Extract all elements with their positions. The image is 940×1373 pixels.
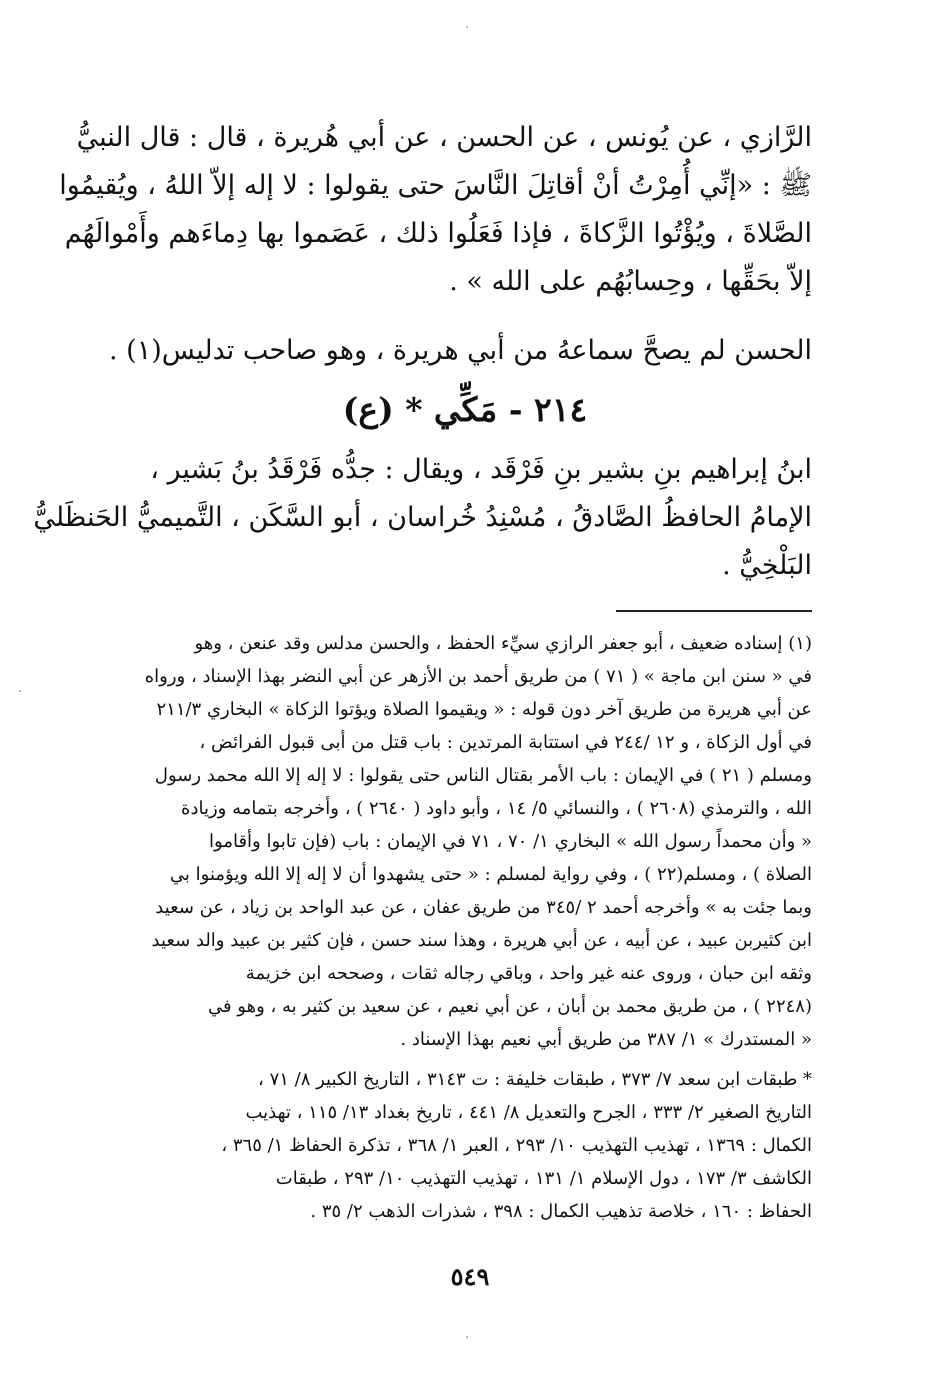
footnote-line: الله ، والترمذي (٢٦٠٨ ) ، والنسائي ٥/ ١٤ ، وأبو داود ( ٢٦٤٠ ) ، وأخرجه بتمامه وزيادة	[181, 798, 812, 819]
footnote-line: عن أبي هريرة من طريق آخر دون قوله : « ويقيموا الصلاة ويؤتوا الزكاة » البخاري ٢١١/٣	[156, 699, 812, 720]
source-line: الكاشف ٣/ ١٧٣ ، دول الإسلام ١/ ١٣١ ، تهذيب التهذيب ١٠/ ٢٩٣ ، طبقات	[275, 1168, 812, 1189]
footnote-line: في « سنن ابن ماجة » ( ٧١ ) من طريق أحمد بن الأزهر عن أبي النضر بهذا الإسناد ، ورواه	[144, 666, 812, 687]
sources-block	[118, 1068, 812, 1233]
paragraph-line: إلاّ بحَقِّها ، وحِسابُهُم على الله » .	[449, 266, 812, 297]
footnote-line: في أول الزكاة ، و ١٢ /٢٤٤ في استتابة المرتدين : باب قتل من أبى قبول الفرائض ،	[199, 732, 812, 753]
footnote-line: ابن كثيربن عبيد ، عن أبيه ، عن أبي هريرة ، وهذا سند حسن ، فإن كثير بن عبيد والد سعيد	[151, 930, 812, 951]
paragraph-line: ﷺ : «إنِّي أُمِرْتُ أنْ أقاتِلَ النَّاسَ حتى يقولوا : لا إله إلاّ اللهُ ، ويُقيمُوا	[59, 170, 812, 201]
footnote-line: ومسلم ( ٢١ ) في الإيمان : باب الأمر بقتال الناس حتى يقولوا : لا إله إلا الله محمد رسول	[154, 765, 812, 786]
source-line: الكمال : ١٣٦٩ ، تهذيب التهذيب ١٠/ ٢٩٣ ، العبر ١/ ٣٦٨ ، تذكرة الحفاظ ١/ ٣٦٥ ،	[221, 1135, 812, 1156]
scan-mark-left: ·	[18, 684, 23, 700]
paragraph-line: ابنُ إبراهيم بنِ بشير بنِ فَرْقَد ، ويقال : جدُّه فَرْقَدُ بنُ بَشير ،	[150, 454, 812, 485]
footnote-block	[118, 632, 812, 1061]
footnote-line: (٢٢٤٨ ) ، من طريق محمد بن أبان ، عن أبي نعيم ، عن سعيد بن كثير به ، وهو في	[207, 996, 812, 1017]
entry-paragraph	[33, 452, 812, 596]
paragraph-line: الرَّازي ، عن يُونس ، عن الحسن ، عن أبي هُريرة ، قال : قال النبيُّ	[76, 122, 812, 153]
footnote-line: (١) إسناده ضعيف ، أبو جعفر الرازي سيِّء الحفظ ، والحسن مدلس وقد عنعن ، وهو	[194, 633, 812, 654]
scan-mark-top: ·	[465, 20, 470, 36]
footnote-line: « وأن محمداً رسول الله » البخاري ١/ ٧٠ ، ٧١ في الإيمان : باب (فإن تابوا وأقاموا	[209, 831, 812, 852]
page-number: ٥٤٩	[450, 1262, 490, 1291]
footnote-line: وبما جئت به » وأخرجه أحمد ٢ /٣٤٥ من طريق عفان ، عن عبد الواحد بن زياد ، عن سعيد	[155, 897, 812, 918]
footnote-divider	[616, 610, 812, 612]
source-line: * طبقات ابن سعد ٧/ ٣٧٣ ، طبقات خليفة : ت ٣١٤٣ ، التاريخ الكبير ٨/ ٧١ ،	[258, 1069, 812, 1090]
paragraph-line: الصَّلاةَ ، ويُؤْتُوا الزَّكاةَ ، فإذا فَعَلُوا ذلك ، عَصَموا بها دِماءَهم وأَمْوالَهُم	[64, 218, 812, 249]
paragraph-line: الإمامُ الحافظُ الصَّادقُ ، مُسْنِدُ خُراسان ، أبو السَّكَن ، التَّميميُّ الحَنظَليُّ	[33, 502, 812, 533]
footnote-line: وثقه ابن حبان ، وروى عنه غير واحد ، وباقي رجاله ثقات ، وصححه ابن خزيمة	[245, 963, 812, 984]
source-line: الحفاظ : ١٦٠ ، خلاصة تذهيب الكمال : ٣٩٨ ، شذرات الذهب ٢/ ٣٥ .	[310, 1201, 812, 1222]
footnote-line: « المستدرك » ١/ ٣٨٧ من طريق أبي نعيم بهذا الإسناد .	[400, 1029, 812, 1050]
scan-mark-bottom: ·	[465, 1330, 470, 1346]
paragraph-line: الحسن لم يصحَّ سماعهُ من أبي هريرة ، وهو صاحب تدليس(١) .	[109, 335, 812, 366]
footnote-line: الصلاة ) ، ومسلم(٢٢ ) ، وفي رواية لمسلم : « حتى يشهدوا أن لا إله إلا الله ويؤمنوا بي	[169, 864, 812, 885]
source-line: التاريخ الصغير ٢/ ٣٣٣ ، الجرح والتعديل ٨/ ٤٤١ ، تاريخ بغداد ١٣/ ١١٥ ، تهذيب	[245, 1102, 812, 1123]
paragraph-line: البَلْخِيُّ .	[722, 550, 812, 581]
comment-paragraph	[109, 333, 812, 381]
hadith-paragraph	[59, 120, 812, 312]
entry-heading: ٢١٤ - مَكِّي * (ع)	[342, 390, 588, 429]
